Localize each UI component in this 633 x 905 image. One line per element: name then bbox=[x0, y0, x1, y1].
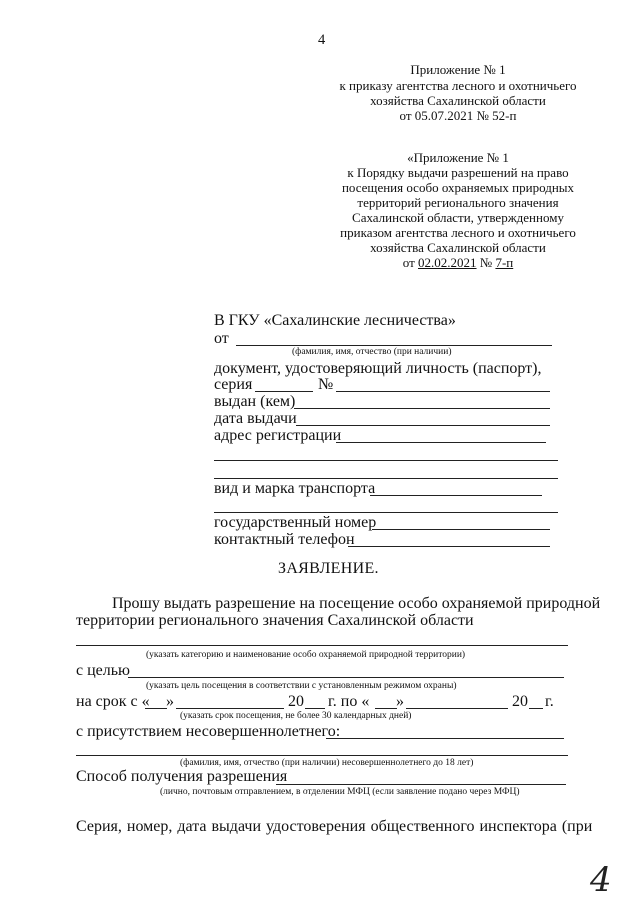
appendix-2-line5: Сахалинской области, утвержденному bbox=[352, 210, 564, 225]
purpose-label: с целью bbox=[76, 662, 130, 679]
term-prefix: на срок с « bbox=[76, 693, 150, 710]
appendix-2-line8 bbox=[330, 255, 586, 271]
territory-field[interactable] bbox=[76, 645, 568, 646]
appendix-1-title: Приложение № 1 bbox=[410, 62, 506, 77]
appendix-2-date: 02.02.2021 bbox=[418, 255, 477, 270]
term-quote-2: » bbox=[396, 693, 404, 710]
reg-address-label: адрес регистрации bbox=[214, 427, 342, 444]
reg-address-field-3[interactable] bbox=[214, 478, 558, 479]
series-field[interactable] bbox=[255, 391, 313, 392]
document-label: документ, удостоверяющий личность (паспорт), bbox=[214, 360, 542, 377]
issue-date-label: дата выдачи bbox=[214, 410, 297, 427]
from-label: от bbox=[214, 330, 229, 347]
appendix-2-number: 7-п bbox=[495, 255, 514, 270]
appendix-2-line7: хозяйства Сахалинской области bbox=[370, 240, 546, 255]
issued-by-field[interactable] bbox=[294, 408, 550, 409]
term-from-month-field[interactable] bbox=[176, 708, 284, 709]
term-from-year-field[interactable] bbox=[305, 708, 325, 709]
method-field[interactable] bbox=[276, 784, 566, 785]
reg-address-field-2[interactable] bbox=[214, 460, 558, 461]
handwritten-page-mark: 4 bbox=[590, 860, 612, 900]
inspector-line: Серия, номер, дата выдачи удостоверения общественного инспектора (при bbox=[76, 818, 593, 835]
issued-by-label: выдан (кем) bbox=[214, 393, 296, 410]
from-field[interactable] bbox=[236, 345, 552, 346]
transport-label: вид и марка транспорта bbox=[214, 480, 376, 497]
minor-field[interactable] bbox=[326, 738, 564, 739]
term-by-label: г. по « bbox=[328, 693, 370, 710]
term-to-day-field[interactable] bbox=[375, 708, 397, 709]
appendix-2-line4: территорий регионального значения bbox=[357, 195, 559, 210]
territory-hint: (указать категорию и наименование особо охраняемой природной территории) bbox=[146, 650, 466, 660]
reg-address-field[interactable] bbox=[336, 442, 546, 443]
minor-hint: (фамилия, имя, отчество (при наличии) несовершеннолетнего до 18 лет) bbox=[180, 758, 474, 768]
appendix-2-number-sign: № bbox=[476, 255, 496, 270]
term-quote-1: » bbox=[166, 693, 174, 710]
state-number-field[interactable] bbox=[372, 529, 550, 530]
method-label: Способ получения разрешения bbox=[76, 768, 288, 785]
appendix-1-line4: от 05.07.2021 № 52-п bbox=[399, 108, 517, 123]
appendix-2-line3: посещения особо охраняемых природных bbox=[341, 180, 575, 195]
appendix-2-title: «Приложение № 1 bbox=[407, 150, 509, 165]
term-year-prefix-1: 20 bbox=[288, 693, 304, 710]
number-sign-label: № bbox=[318, 376, 334, 393]
method-hint: (лично, почтовым отправлением, в отделении МФЦ (если заявление подано через МФЦ) bbox=[160, 787, 520, 797]
from-hint: (фамилия, имя, отчество (при наличии) bbox=[292, 347, 452, 357]
appendix-1-line2: к приказу агентства лесного и охотничьего bbox=[339, 78, 577, 93]
appendix-2-from: от bbox=[402, 255, 419, 270]
purpose-hint: (указать цель посещения в соответствии с установленным режимом охраны) bbox=[146, 681, 457, 691]
phone-field[interactable] bbox=[348, 546, 550, 547]
term-year-prefix-2: 20 bbox=[512, 693, 528, 710]
term-to-year-field[interactable] bbox=[529, 708, 543, 709]
minor-field-2[interactable] bbox=[76, 755, 568, 756]
state-number-label: государственный номер bbox=[214, 514, 377, 531]
phone-label: контактный телефон bbox=[214, 531, 355, 548]
series-label: серия bbox=[214, 376, 253, 393]
request-line-1: Прошу выдать разрешение на посещение особо охраняемой природной bbox=[112, 595, 601, 612]
minor-label: с присутствием несовершеннолетнего: bbox=[76, 723, 341, 740]
appendix-2-line6: приказом агентства лесного и охотничьего bbox=[340, 225, 576, 240]
issue-date-field[interactable] bbox=[296, 425, 550, 426]
term-year-suffix: г. bbox=[545, 693, 554, 710]
appendix-1-line3: хозяйства Сахалинской области bbox=[370, 93, 546, 108]
passport-number-field[interactable] bbox=[336, 391, 550, 392]
page-number: 4 bbox=[318, 32, 326, 48]
purpose-field[interactable] bbox=[128, 677, 564, 678]
document-title: ЗАЯВЛЕНИЕ. bbox=[278, 560, 379, 577]
addressee-to: В ГКУ «Сахалинские лесничества» bbox=[214, 312, 456, 329]
term-to-month-field[interactable] bbox=[406, 708, 508, 709]
request-line-2: территории регионального значения Сахалинской области bbox=[76, 612, 474, 629]
term-hint: (указать срок посещения, не более 30 календарных дней) bbox=[180, 711, 412, 721]
appendix-2-line2: к Порядку выдачи разрешений на право bbox=[347, 165, 569, 180]
transport-field[interactable] bbox=[370, 495, 542, 496]
transport-field-2[interactable] bbox=[214, 512, 558, 513]
term-from-day-field[interactable] bbox=[145, 708, 167, 709]
